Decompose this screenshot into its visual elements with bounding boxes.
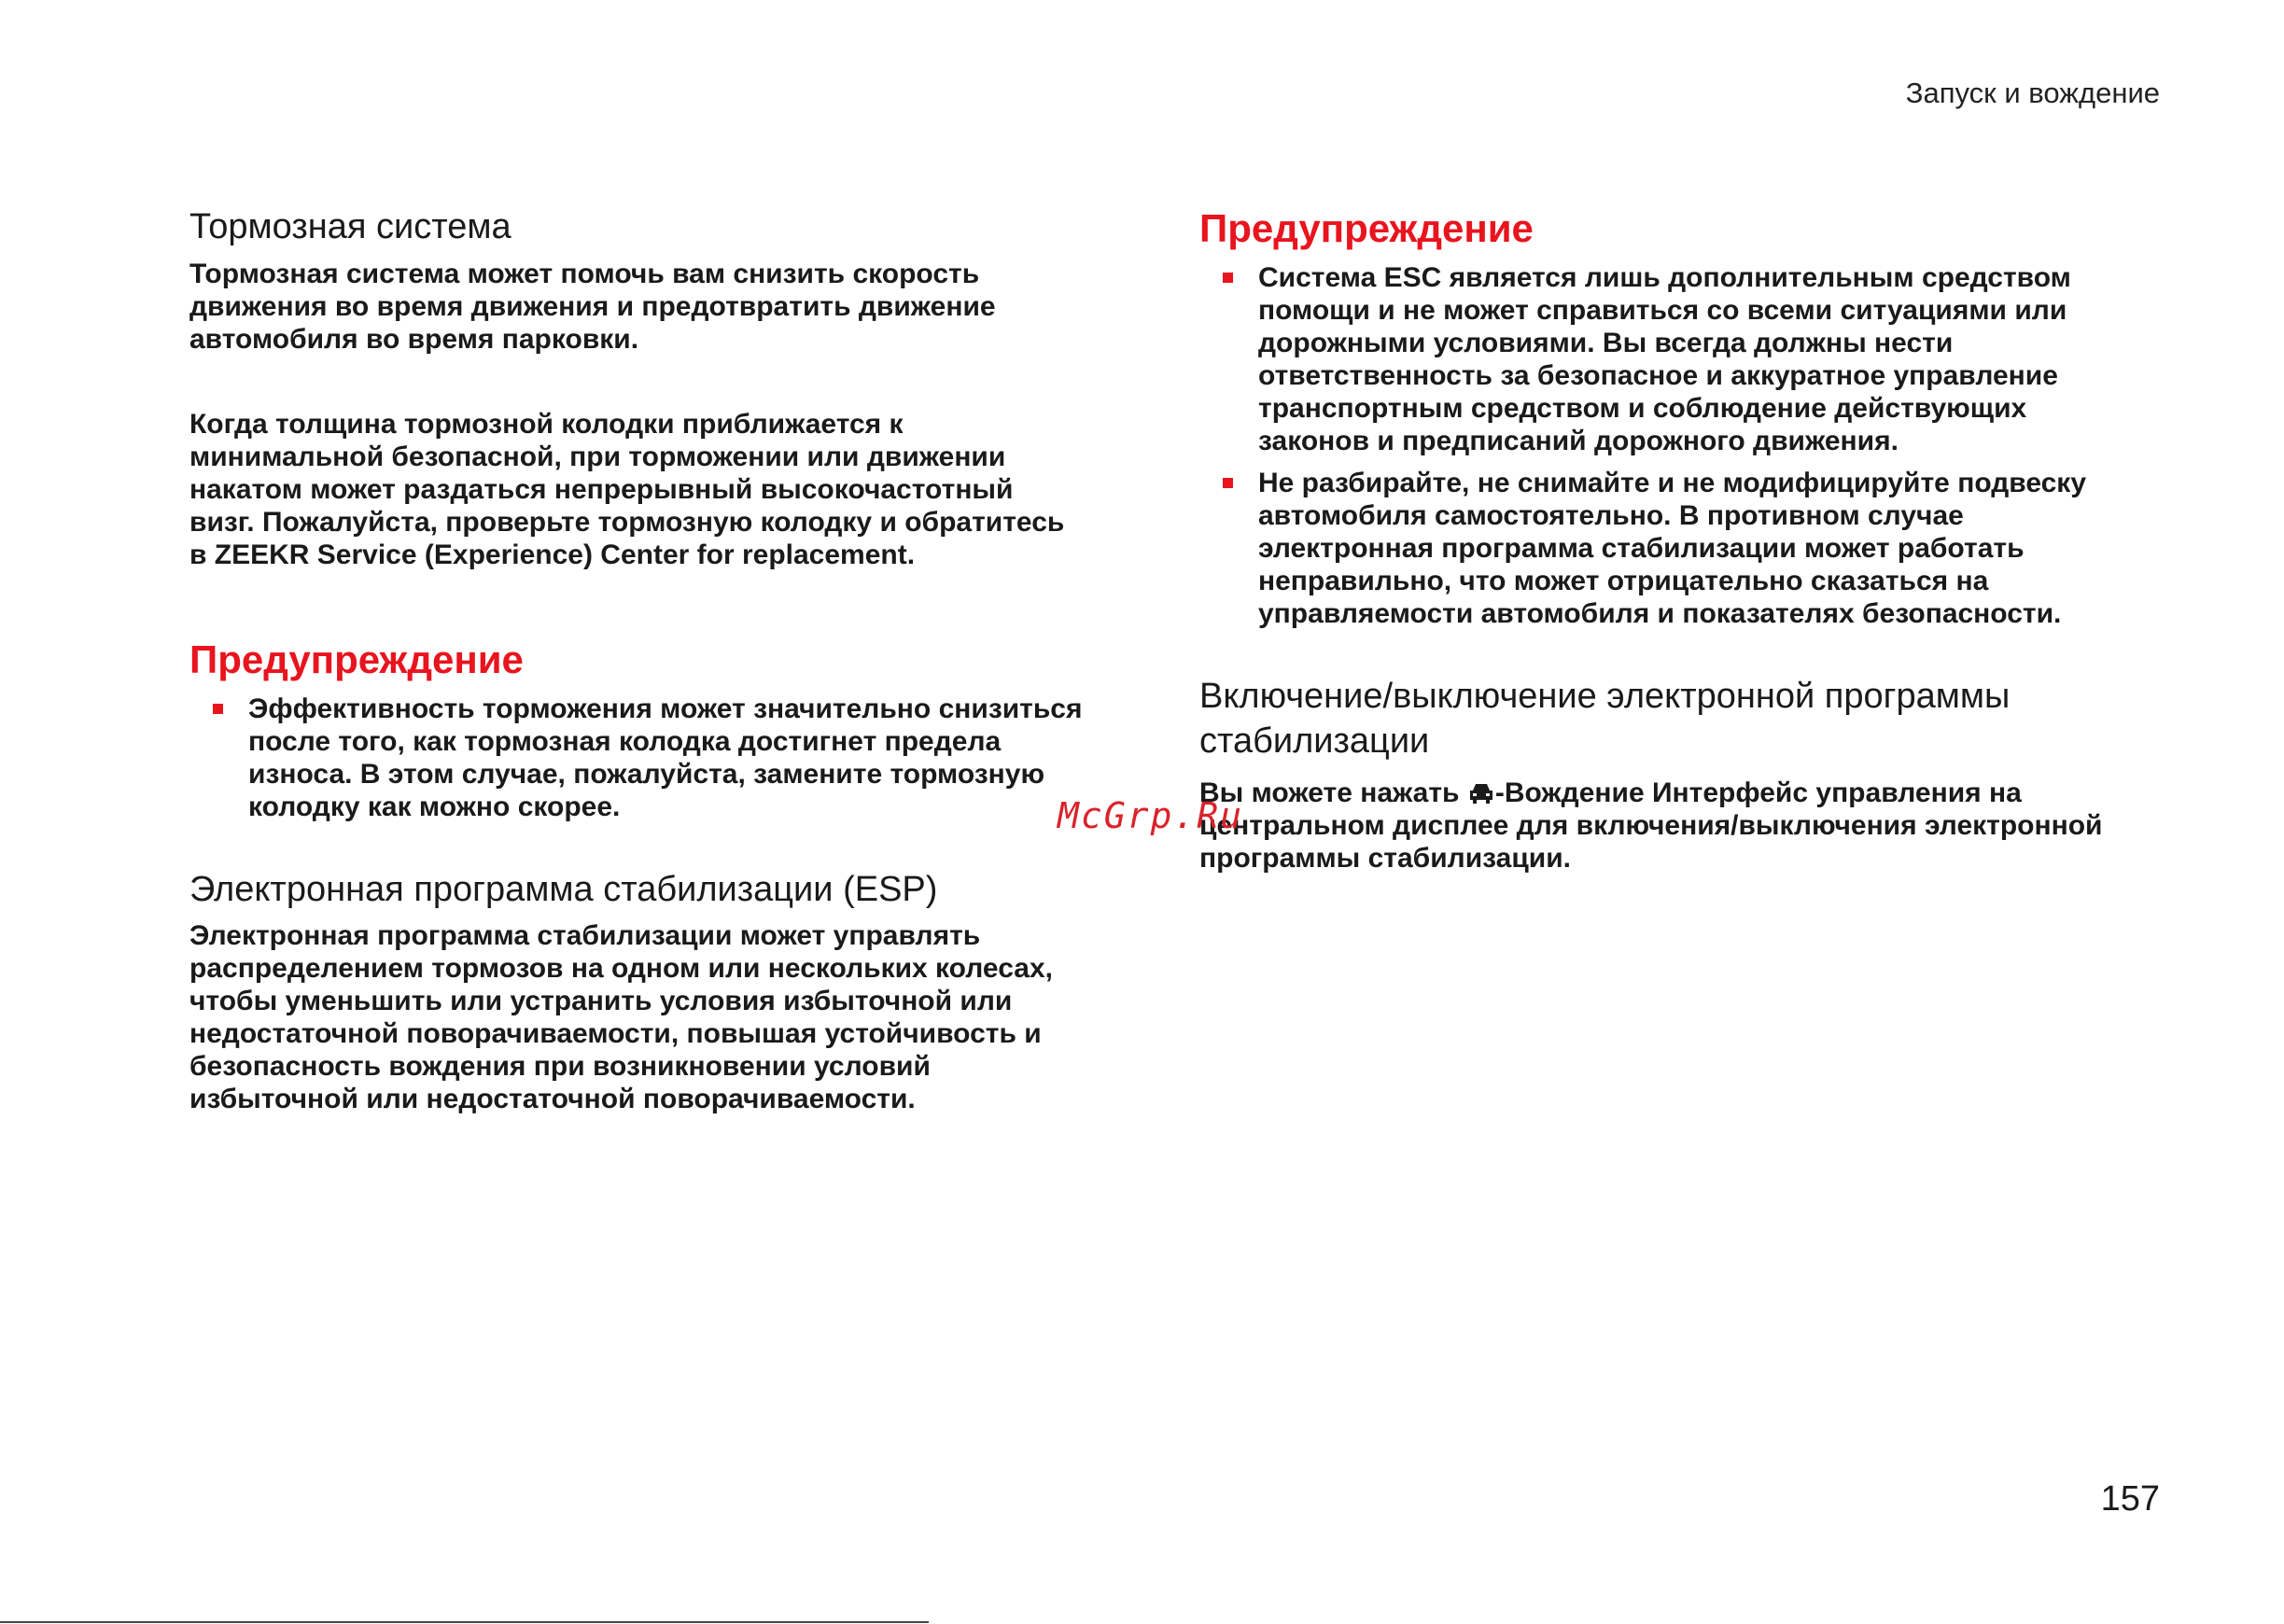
- car-icon: [1467, 781, 1495, 805]
- section-title: Запуск и вождение: [1905, 77, 2160, 109]
- right-column: [1199, 205, 2133, 875]
- esp-toggle-text-before: Вы можете нажать: [1199, 777, 1467, 809]
- warning-item: [189, 693, 1086, 823]
- warning-list-right: [1199, 261, 2133, 630]
- brake-system-paragraph-2: Когда толщина тормозной колодки приближается к минимальной безопасной, при торможении или движении накатом может раздаться непрерывный высокочастотный визг. Пожалуйста, проверьте тормозную колодку и обратитесь в ZEEKR Service (Experience) Center for replacement.: [189, 408, 1065, 570]
- esp-toggle-text-after: -Вождение Интерфейс управления на центральном дисплее для включения/выключения электронной программы стабилизации.: [1199, 777, 2103, 875]
- esp-toggle-title: Включение/выключение электронной программы стабилизации: [1199, 677, 2011, 761]
- bullet-square-icon: [1223, 478, 1233, 488]
- warning-item-text: Система ESC является лишь дополнительным средством помощи и не может справиться со всеми ситуациями или дорожными условиями. Вы всегда должны нести ответственность за безопасное и аккуратное управление транспортным средством и соблюдение действующих законов и предписаний дорожного движения.: [1258, 262, 2071, 457]
- warning-item-text: Эффективность торможения может значительно снизиться после того, как тормозная колодка достигнет предела износа. В этом случае, пожалуйста, замените тормозную колодку как можно скорее.: [248, 693, 1083, 822]
- bullet-square-icon: [213, 704, 223, 714]
- esp-toggle-paragraph: [1199, 777, 2133, 875]
- brake-system-paragraph-1: Тормозная система может помочь вам снизить скорость движения во время движения и предотвратить движение автомобиля во время парковки.: [189, 258, 996, 355]
- warning-item: [1199, 261, 2133, 457]
- esp-paragraph: Электронная программа стабилизации может управлять распределением тормозов на одном или нескольких колесах, чтобы уменьшить или устранить условия избыточной или недостаточной поворачиваемости, повышая устойчивость и безопасность вождения при возникновении условий избыточной или недостаточной поворачиваемости.: [189, 920, 1053, 1115]
- warning-item: [1199, 467, 2133, 630]
- warning-list-left: [189, 693, 1086, 823]
- bullet-square-icon: [1223, 273, 1233, 283]
- page-number: 157: [2100, 1479, 2160, 1519]
- warning-heading-left: Предупреждение: [189, 637, 524, 681]
- warning-heading-right: Предупреждение: [1199, 206, 1534, 250]
- bottom-rule: [0, 1621, 929, 1623]
- watermark: McGrp.Ru: [1058, 795, 1244, 836]
- warning-item-text: Не разбирайте, не снимайте и не модифицируйте подвеску автомобиля самостоятельно. В противном случае электронная программа стабилизации может работать неправильно, что может отрицательно сказаться на управляемости автомобиля и показателях безопасности.: [1258, 468, 2087, 630]
- esp-title: Электронная программа стабилизации (ESP): [189, 869, 938, 909]
- brake-system-title: Тормозная система: [189, 207, 511, 246]
- left-column: [189, 205, 1086, 1115]
